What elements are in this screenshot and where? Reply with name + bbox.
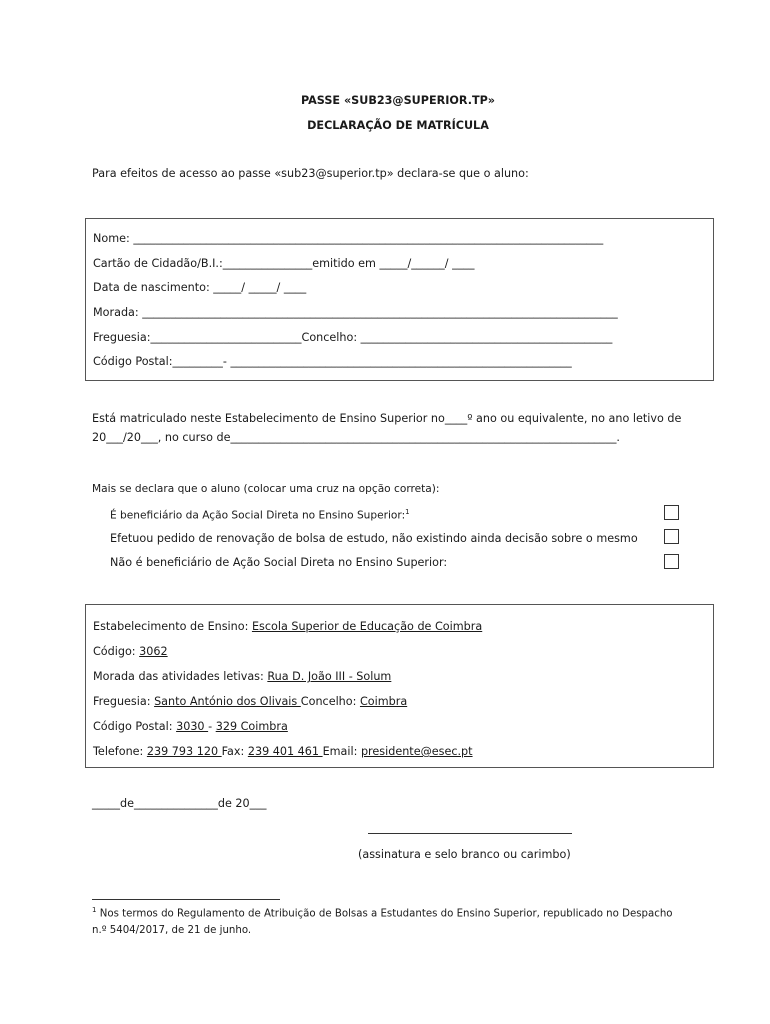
postal-value-2: 329 Coimbra — [215, 720, 288, 733]
document-title: PASSE «SUB23@SUPERIOR.TP» — [300, 94, 496, 107]
institution-postal-row — [93, 720, 288, 733]
student-info-box — [85, 218, 714, 381]
footnote-mark: 1 — [92, 906, 97, 914]
declaration-heading: Mais se declara que o aluno (colocar uma cruz na opção correta): — [92, 483, 440, 495]
document-subtitle: DECLARAÇÃO DE MATRÍCULA — [307, 119, 489, 132]
checkbox-beneficiary[interactable] — [664, 505, 679, 520]
signature-line[interactable] — [368, 833, 572, 834]
birth-date-field[interactable]: Data de nascimento: _____/ _____/ ____ — [93, 281, 307, 294]
parish-field[interactable]: Freguesia:___________________________Concelho: _____________________________________________ — [93, 331, 613, 344]
footnote-line-1 — [92, 906, 673, 919]
fax-value: 239 401 461 — [247, 745, 323, 758]
code-label: Código: — [93, 645, 140, 658]
institution-contact-row — [93, 745, 473, 758]
postal-value-1: 3030 — [176, 720, 209, 733]
code-value: 3062 — [139, 645, 168, 658]
id-card-field[interactable]: Cartão de Cidadão/B.I.:________________emitido em _____/______/ ____ — [93, 257, 475, 270]
footnote-ref: 1 — [405, 508, 410, 516]
address-label: Morada das atividades letivas: — [93, 670, 268, 683]
county-value: Coimbra — [359, 695, 408, 708]
checkbox-renewal[interactable] — [664, 529, 679, 544]
parish-label: Freguesia: — [93, 695, 155, 708]
address-value: Rua D. João III - Solum — [267, 670, 392, 683]
phone-value: 239 793 120 — [146, 745, 222, 758]
institution-box — [85, 604, 714, 768]
postal-label: Código Postal: — [93, 720, 177, 733]
email-link[interactable]: presidente@esec.pt — [360, 745, 473, 758]
enrollment-line-1: Está matriculado neste Estabelecimento de Ensino Superior no____º ano ou equivalente, no ano letivo de — [92, 412, 682, 425]
footnote-line-2: n.º 5404/2017, de 21 de junho. — [92, 925, 252, 936]
email-label: Email: — [322, 745, 361, 758]
institution-address-row — [93, 670, 391, 683]
parish-value: Santo António dos Olivais — [154, 695, 301, 708]
fax-label: Fax: — [221, 745, 248, 758]
footnote-text-1: Nos termos do Regulamento de Atribuição de Bolsas a Estudantes do Ensino Superior, republicado no Despacho — [99, 908, 673, 920]
name-field[interactable]: Nome: ____________________________________________________________________________________ — [93, 232, 604, 245]
enrollment-line-2: 20___/20___, no curso de_____________________________________________________________________. — [92, 431, 620, 444]
intro-text: Para efeitos de acesso ao passe «sub23@superior.tp» declara-se que o aluno: — [92, 167, 529, 180]
institution-label: Estabelecimento de Ensino: — [93, 620, 252, 633]
address-field[interactable]: Morada: _____________________________________________________________________________________ — [93, 306, 618, 319]
date-line[interactable]: _____de_______________de 20___ — [92, 797, 267, 810]
option-renewal: Efetuou pedido de renovação de bolsa de estudo, não existindo ainda decisão sobre o mesmo — [110, 532, 638, 545]
option-not-beneficiary: Não é beneficiário de Ação Social Direta no Ensino Superior: — [110, 556, 448, 569]
option-label: É beneficiário da Ação Social Direta no Ensino Superior: — [110, 509, 406, 522]
postal-code-field[interactable]: Código Postal:_________- _____________________________________________________________ — [93, 355, 572, 368]
phone-label: Telefone: — [93, 745, 147, 758]
institution-name-row — [93, 620, 482, 633]
option-beneficiary — [110, 508, 410, 522]
postal-separator: - — [208, 720, 216, 733]
institution-parish-row — [93, 695, 407, 708]
institution-name: Escola Superior de Educação de Coimbra — [251, 620, 483, 633]
institution-code-row — [93, 645, 168, 658]
signature-caption: (assinatura e selo branco ou carimbo) — [358, 848, 571, 861]
checkbox-not-beneficiary[interactable] — [664, 554, 679, 569]
county-label: Concelho: — [300, 695, 360, 708]
footnote-separator — [92, 899, 280, 900]
